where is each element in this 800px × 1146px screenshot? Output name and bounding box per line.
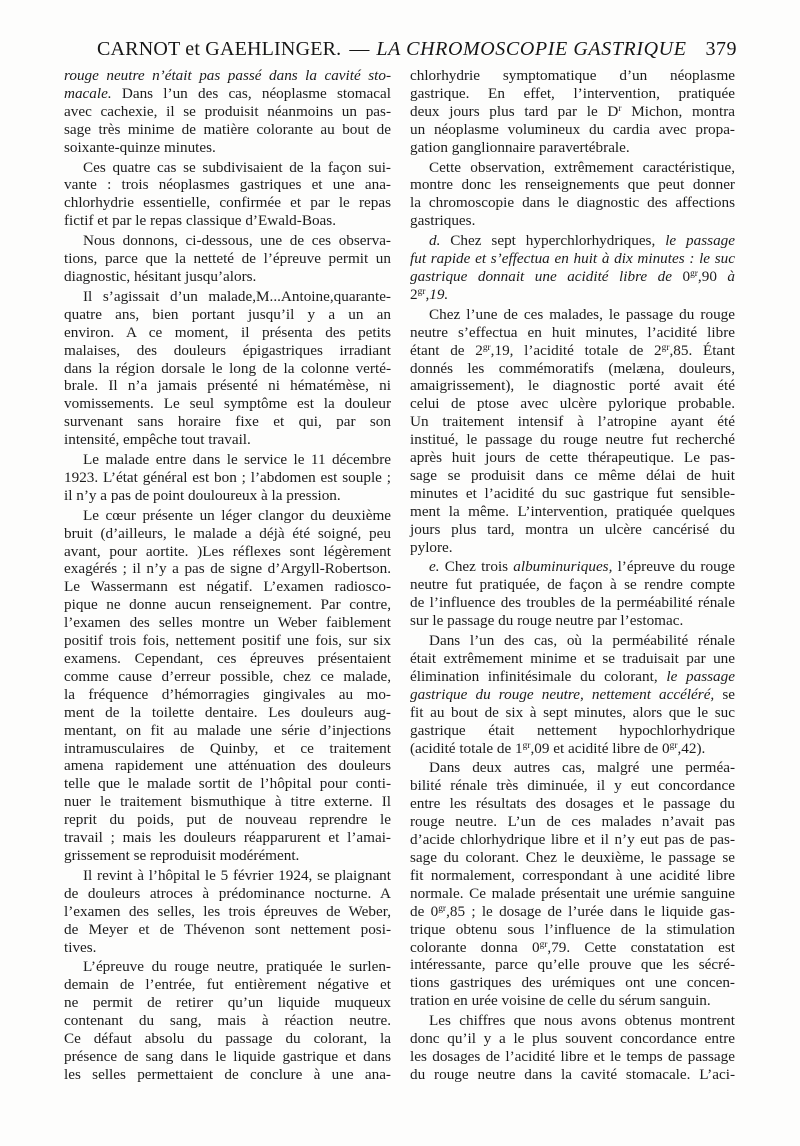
- text-line: [64, 342, 391, 360]
- text-run: vomissements. Le seul symptôme est la douleur: [64, 395, 391, 413]
- text-line: [410, 467, 735, 485]
- text-run: Un traitement intensif à l’atropine ayant été: [410, 413, 735, 431]
- text-line: [64, 250, 391, 268]
- text-line: [64, 469, 391, 487]
- text-run: gastriques.: [410, 212, 476, 230]
- text-run: du rouge neutre dans la cavité stomacale. L’aci-: [410, 1065, 735, 1083]
- text-line: [410, 395, 735, 413]
- text-line: [64, 1030, 391, 1048]
- superscript: r: [618, 104, 622, 115]
- text-line: [64, 413, 391, 431]
- text-run: Le malade entre dans le service le 11 décembre: [83, 451, 391, 469]
- text-line: [410, 306, 735, 324]
- text-line: [410, 1048, 735, 1066]
- text-run: pylore.: [410, 538, 453, 556]
- text-run: fictif et par le repas classique d’Ewald-Boas.: [64, 212, 337, 230]
- paragraph: [64, 232, 391, 286]
- italic-text: albuminuriques,: [513, 558, 613, 576]
- text-line: [64, 560, 391, 578]
- text-run: neutre s’effectua en huit minutes, l’acidité libre: [410, 323, 735, 341]
- text-line: [410, 632, 735, 650]
- text-line: [410, 576, 735, 594]
- text-line: [64, 811, 391, 829]
- paragraph: [410, 1012, 735, 1084]
- text-line: [64, 757, 391, 775]
- superscript: gr: [438, 904, 447, 915]
- text-run: ,19, l’acidité totale de 2: [490, 341, 662, 359]
- text-run: Il revint à l’hôpital le 5 février 1924, se plaignant: [83, 866, 391, 884]
- text-run: normale. Ce malade présentait une urémie sanguine: [410, 884, 735, 902]
- text-line: [64, 704, 391, 722]
- text-line: [64, 867, 391, 885]
- text-line: [64, 921, 391, 939]
- text-run: gation ganglionnaire paravertébrale.: [410, 138, 630, 156]
- text-line: [64, 885, 391, 903]
- text-line: [410, 360, 735, 378]
- text-run: L’épreuve du rouge neutre, pratiquée le surlen-: [83, 958, 391, 976]
- text-line: [64, 829, 391, 847]
- text-run: 2: [410, 285, 418, 303]
- text-line: [64, 596, 391, 614]
- text-run: brale. Il n’a jamais présenté ni hématémèse, ni: [64, 377, 391, 395]
- text-line: [410, 67, 735, 85]
- text-run: fit normalement, correspondant à une acidité libre: [410, 866, 735, 884]
- text-run: ne permit de retirer qu’un liquide muqueux: [64, 994, 391, 1012]
- paragraph: [64, 159, 391, 231]
- text-run: les selles permettaient de conclure à une ana-: [64, 1065, 391, 1083]
- text-run: deux jours plus tard par le D: [410, 102, 619, 120]
- text-line: [64, 85, 391, 103]
- text-line: [410, 212, 735, 230]
- text-run: de douleurs atroces à prédominance nocturne. A: [64, 884, 391, 902]
- text-run: bilité rénale très diminuée, il y eut concordance: [410, 777, 735, 795]
- text-line: [410, 250, 735, 268]
- italic-text: gastrique donnait une acidité libre de: [410, 267, 683, 285]
- text-run: étant de 2: [410, 341, 483, 359]
- text-run: intéressante, parce qu’elle prouve que les sécré-: [410, 956, 735, 974]
- text-line: [410, 795, 735, 813]
- text-line: [410, 449, 735, 467]
- text-run: reprit du poids, put de nouveau reprendre le: [64, 811, 391, 829]
- text-line: [64, 103, 391, 121]
- text-line: [64, 194, 391, 212]
- text-line: [410, 139, 735, 157]
- text-run: pique ne donne aucun renseignement. Par contre,: [64, 596, 391, 614]
- text-line: [410, 650, 735, 668]
- paragraph: [64, 958, 391, 1083]
- text-line: [410, 992, 735, 1010]
- text-line: [64, 525, 391, 543]
- text-run: avec cachexie, il se produisit néanmoins un pas-: [64, 102, 391, 120]
- text-run: Nous donnons, ci-dessous, une de ces observa-: [83, 232, 391, 250]
- text-line: [64, 121, 391, 139]
- left-column: [64, 67, 391, 1084]
- text-line: [64, 614, 391, 632]
- paragraph: [64, 451, 391, 505]
- text-run: contenant du sang, mais à réaction neutre.: [64, 1012, 391, 1030]
- text-run: travail ; mais les douleurs réapparurent et l’amai-: [64, 829, 391, 847]
- text-line: [410, 740, 735, 758]
- superscript: gr: [482, 343, 491, 354]
- text-line: [410, 903, 735, 921]
- header-separator: —: [349, 38, 370, 60]
- italic-text: ,19.: [425, 285, 449, 303]
- text-line: [410, 268, 735, 286]
- text-run: de Meyer et de Thévenon sont nettement posi-: [64, 920, 391, 938]
- text-run: Ce défaut absolu du passage du colorant, la: [64, 1030, 391, 1048]
- text-run: dans la région dorsale le long de la colonne verté-: [64, 359, 391, 377]
- text-run: malaises, des douleurs épigastriques irradiant: [64, 341, 391, 359]
- italic-text: gastrique du rouge neutre, nettement accéléré,: [410, 685, 715, 703]
- text-run: exagérés ; il n’y a pas de signe d’Argyll-Robertson.: [64, 560, 391, 578]
- text-run: d’acide chlorhydrique libre et il n’y eut pas de pas-: [410, 831, 735, 849]
- text-run: sage se produisit dans ce même délai de huit: [410, 466, 735, 484]
- text-run: gastrique. En effet, l’intervention, pratiquée: [410, 84, 735, 102]
- text-line: [64, 793, 391, 811]
- text-run: de l’influence des troubles de la perméabilité rénale: [410, 594, 735, 612]
- text-run: Chez l’une de ces malades, le passage du rouge: [429, 305, 735, 323]
- text-run: ,42).: [677, 739, 706, 757]
- text-run: amena rapidement une atténuation des douleurs: [64, 757, 391, 775]
- text-line: [64, 722, 391, 740]
- text-run: amaigrissement), le diagnostic porté avait été: [410, 377, 735, 395]
- text-run: donc qu’il y a le plus souvent concordance entre: [410, 1030, 735, 1048]
- paragraph: [410, 232, 735, 304]
- text-run: Les chiffres que nous avons obtenus montrent: [429, 1012, 735, 1030]
- text-line: [410, 921, 735, 939]
- text-line: [410, 1066, 735, 1084]
- text-line: [410, 885, 735, 903]
- text-run: colorante donna 0: [410, 938, 540, 956]
- paragraph: [410, 632, 735, 757]
- text-line: [64, 431, 391, 449]
- paragraph: [410, 67, 735, 157]
- text-line: [64, 668, 391, 686]
- superscript: gr: [690, 269, 698, 280]
- text-line: [410, 103, 735, 121]
- text-line: [410, 377, 735, 395]
- text-run: (acidité totale de 1: [410, 739, 523, 757]
- text-run: Chez sept hyperchlorhydriques,: [440, 232, 666, 250]
- text-line: [410, 558, 735, 576]
- text-line: [64, 958, 391, 976]
- text-line: [410, 521, 735, 539]
- text-line: [64, 377, 391, 395]
- text-line: [410, 431, 735, 449]
- text-run: Michon, montra: [621, 102, 736, 120]
- superscript: gr: [417, 287, 426, 298]
- paragraph: [410, 159, 735, 231]
- text-line: [64, 507, 391, 525]
- text-line: [410, 849, 735, 867]
- text-run: tration en urée voisine de celle du sérum sanguin.: [410, 992, 711, 1010]
- paragraph: [64, 867, 391, 957]
- text-run: Le cœur présente un léger clangor du deuxième: [83, 506, 391, 524]
- right-column: [410, 67, 735, 1084]
- text-line: [64, 268, 391, 286]
- text-run: ,85 ; le dosage de l’urée dans le liquide gas-: [446, 902, 735, 920]
- superscript: gr: [669, 741, 678, 752]
- text-run: après huit jours de cette thérapeutique. Le pas-: [410, 449, 735, 467]
- text-line: [410, 956, 735, 974]
- text-run: de 0: [410, 902, 439, 920]
- text-run: était extrêmement minime et se traduisait par une: [410, 650, 735, 667]
- text-line: [64, 159, 391, 177]
- text-line: [410, 194, 735, 212]
- text-run: Dans l’un des cas, néoplasme stomacal: [111, 84, 391, 102]
- text-run: chlorhydrie symptomatique d’un néoplasme: [410, 67, 735, 84]
- text-line: [64, 976, 391, 994]
- text-line: [64, 740, 391, 758]
- text-run: diagnostic, hésitant jusqu’alors.: [64, 267, 257, 285]
- text-line: [64, 306, 391, 324]
- text-run: vante : trois néoplasmes gastriques et une ana-: [64, 176, 391, 194]
- text-line: [64, 939, 391, 957]
- text-line: [410, 121, 735, 139]
- page-number: 379: [705, 38, 737, 60]
- header-authors: CARNOT et GAEHLINGER.: [97, 38, 342, 60]
- text-run: ,90: [697, 267, 728, 285]
- text-line: [410, 939, 735, 957]
- text-run: demain de l’entrée, fut entièrement négative et: [64, 976, 391, 994]
- text-run: la fréquence d’hémorragies gingivales au mo-: [64, 685, 391, 703]
- text-line: [410, 342, 735, 360]
- italic-text: fut rapide et s’effectua en huit à dix minutes : le suc: [410, 250, 735, 268]
- superscript: gr: [661, 343, 670, 354]
- text-run: ,09 et acidité libre de 0: [530, 739, 670, 757]
- text-line: [64, 139, 391, 157]
- text-run: ,79. Cette constatation est: [547, 938, 736, 956]
- text-run: entre les résultats des dosages et le passage du: [410, 795, 735, 813]
- text-run: Chez trois: [439, 558, 514, 576]
- header-title: LA CHROMOSCOPIE GASTRIQUE: [376, 38, 687, 60]
- paragraph: [410, 306, 735, 557]
- text-run: Dans deux autres cas, malgré une perméa-: [429, 759, 735, 777]
- text-line: [410, 594, 735, 612]
- text-line: [64, 650, 391, 668]
- text-line: [64, 1012, 391, 1030]
- text-run: sage du colorant. Chez le deuxième, le passage se: [410, 848, 735, 866]
- text-line: [64, 1066, 391, 1084]
- text-line: [410, 867, 735, 885]
- text-line: [410, 324, 735, 342]
- text-line: [410, 85, 735, 103]
- text-run: ,85. Étant: [669, 341, 735, 359]
- text-run: mentant, on fit au malade une série d’injections: [64, 721, 391, 739]
- paragraph: [64, 288, 391, 449]
- text-run: Le Wassermann est négatif. L’examen radiosco-: [64, 578, 391, 596]
- text-run: telle que le malade sortit de l’hôpital pour conti-: [64, 775, 391, 793]
- text-line: [64, 632, 391, 650]
- text-line: [64, 360, 391, 378]
- text-run: Cette observation, extrêmement caractéristique,: [429, 158, 735, 176]
- text-line: [64, 288, 391, 306]
- text-run: jours plus tard, montra un ulcère cancérisé du: [410, 520, 735, 538]
- text-line: [410, 159, 735, 177]
- text-line: [64, 324, 391, 342]
- text-line: [64, 212, 391, 230]
- italic-text: le passage: [666, 667, 735, 685]
- text-run: institué, le passage du rouge neutre fut recherché: [410, 431, 735, 449]
- text-line: [64, 67, 391, 85]
- text-line: [64, 543, 391, 561]
- text-run: se: [714, 685, 735, 703]
- text-run: sage très minime de matière colorante au bout de: [64, 120, 391, 138]
- text-line: [410, 1012, 735, 1030]
- text-line: [410, 413, 735, 431]
- superscript: gr: [522, 741, 531, 752]
- text-run: grissement se reproduisit modérément.: [64, 846, 300, 864]
- text-run: l’examen des selles, les trois épreuves de Weber,: [64, 902, 391, 920]
- text-run: fit au bout de six à sept minutes, alors que le suc: [410, 703, 735, 721]
- text-line: [410, 232, 735, 250]
- text-line: [410, 777, 735, 795]
- text-run: Ces quatre cas se subdivisaient de la façon sui-: [83, 158, 391, 176]
- text-line: [64, 686, 391, 704]
- text-line: [64, 176, 391, 194]
- text-line: [410, 612, 735, 630]
- text-run: un néoplasme volumineux du cardia avec propa-: [410, 120, 735, 138]
- text-run: la chromoscopie dans le diagnostic des affections: [410, 194, 735, 212]
- text-run: Il s’agissait d’un malade,M...Antoine,quarante-: [83, 287, 391, 305]
- text-run: chlorhydrie essentielle, confirmée et par le repas: [64, 194, 391, 212]
- italic-text: e.: [429, 558, 440, 576]
- text-line: [410, 759, 735, 777]
- text-run: présence de sang dans le liquide gastrique et dans: [64, 1047, 391, 1065]
- text-run: tions, parce que la netteté de l’épreuve permit un: [64, 250, 391, 268]
- text-run: les dosages de l’acidité libre et le temps de passage: [410, 1047, 735, 1065]
- text-run: celui de ptose avec ulcère pylorique probable.: [410, 395, 735, 413]
- text-line: [410, 503, 735, 521]
- text-line: [64, 903, 391, 921]
- text-run: gastrique était nettement hypochlorhydrique: [410, 721, 735, 739]
- paragraph: [64, 507, 391, 865]
- text-run: l’examen des selles montre un Weber faiblement: [64, 614, 391, 632]
- text-line: [410, 831, 735, 849]
- text-run: quatre ans, bien portant jusqu’il y a un an: [64, 305, 391, 323]
- text-run: ment la même. L’intervention, pratiquée quelques: [410, 502, 735, 520]
- text-run: neutre fut pratiquée, de façon à se rendre compte: [410, 576, 735, 594]
- text-run: intensité, empêche tout travail.: [64, 431, 251, 449]
- text-run: tives.: [64, 938, 97, 956]
- text-run: rouge neutre. L’un de ces malades n’avait pas: [410, 813, 735, 831]
- italic-text: rouge neutre n’était pas passé dans la cavité sto-: [64, 67, 391, 84]
- text-run: nuer le traitement bismuthique à titre externe. Il: [64, 793, 391, 811]
- text-run: bruit (d’ailleurs, le malade a déjà été soigné, peu: [64, 524, 391, 542]
- text-run: élimination infinitésimale du colorant,: [410, 667, 667, 685]
- text-run: ment de la toilette dentaire. Les douleurs aug-: [64, 703, 391, 721]
- text-run: tions gastriques des urémiques ont une concen-: [410, 974, 735, 992]
- text-run: positif trois fois, nettement positif une fois, sur six: [64, 632, 391, 650]
- text-run: environ. A ce moment, il présenta des petits: [64, 323, 391, 341]
- text-run: sur le passage du rouge neutre par l’estomac.: [410, 612, 684, 630]
- text-line: [410, 485, 735, 503]
- text-line: [410, 286, 735, 304]
- text-run: 1923. L’état général est bon ; l’abdomen est souple ;: [64, 468, 391, 486]
- text-run: intramusculaires de Quinby, et ce traitement: [64, 739, 391, 757]
- text-run: trique obtenu sous l’influence de la stimulation: [410, 920, 735, 938]
- text-line: [64, 232, 391, 250]
- text-run: donnés les commémoratifs (melæna, douleurs,: [410, 359, 735, 377]
- text-line: [64, 847, 391, 865]
- text-line: [410, 686, 735, 704]
- text-line: [64, 994, 391, 1012]
- text-line: [410, 813, 735, 831]
- text-line: [410, 539, 735, 557]
- paragraph: [64, 67, 391, 157]
- italic-text: le passage: [665, 232, 735, 250]
- text-line: [410, 176, 735, 194]
- text-run: 0: [682, 267, 691, 285]
- text-line: [410, 668, 735, 686]
- text-run: avant, pour aortite. )Les réflexes sont légèrement: [64, 542, 391, 560]
- text-line: [64, 451, 391, 469]
- text-line: [64, 775, 391, 793]
- text-line: [410, 704, 735, 722]
- italic-text: macale.: [64, 84, 112, 102]
- text-line: [64, 395, 391, 413]
- text-run: survenant sans horaire fixe et qui, par son: [64, 413, 391, 431]
- italic-text: à: [727, 267, 735, 285]
- text-line: [410, 974, 735, 992]
- text-run: minutes et l’acidité du suc gastrique fut sensible-: [410, 484, 735, 502]
- text-run: examens. Cependant, ces épreuves présentaient: [64, 650, 391, 667]
- superscript: gr: [539, 939, 548, 950]
- text-run: comme cause d’erreur possible, chez ce malade,: [64, 667, 391, 685]
- paragraph: [410, 759, 735, 1010]
- text-run: il n’y a pas de point douloureux à la pression.: [64, 486, 341, 504]
- text-line: [64, 578, 391, 596]
- text-line: [410, 1030, 735, 1048]
- italic-text: d.: [429, 232, 441, 250]
- paragraph: [410, 558, 735, 630]
- running-header: [97, 38, 737, 64]
- text-line: [410, 722, 735, 740]
- text-run: soixante-quinze minutes.: [64, 138, 216, 156]
- text-run: Dans l’un des cas, où la perméabilité rénale: [429, 632, 735, 650]
- text-line: [64, 1048, 391, 1066]
- text-run: l’épreuve du rouge: [612, 558, 735, 576]
- text-run: montre donc les renseignements que peut donner: [410, 176, 735, 194]
- text-line: [64, 487, 391, 505]
